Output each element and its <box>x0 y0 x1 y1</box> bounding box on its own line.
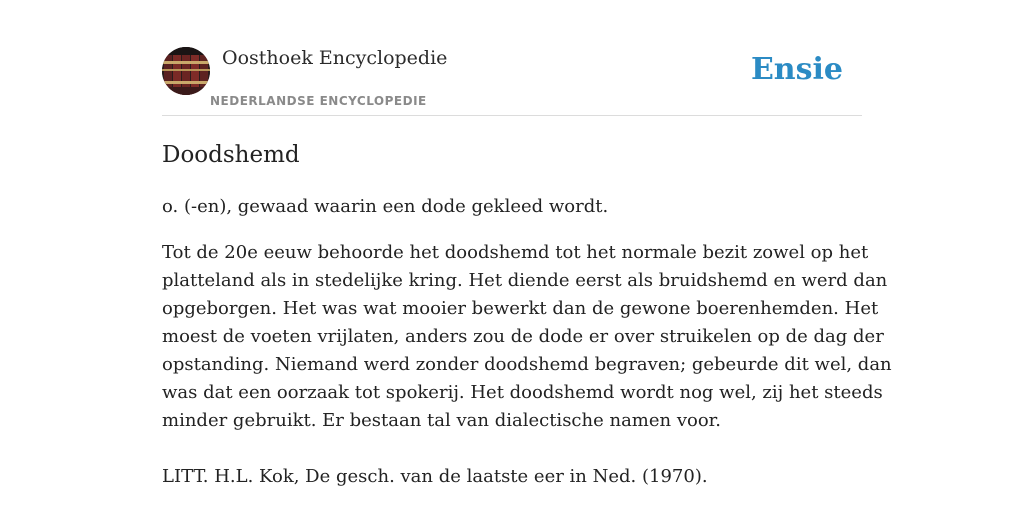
body-line: opgeborgen. Het was wat mooier bewerkt dan de gewone boerenhemden. Het <box>162 298 879 319</box>
article-title: Doodshemd <box>162 142 300 168</box>
body-line: minder gebruikt. Er bestaan tal van dialectische namen voor. <box>162 410 722 431</box>
article-body <box>162 239 892 435</box>
books-image <box>162 47 210 95</box>
site-title[interactable]: Oosthoek Encyclopedie <box>222 47 448 69</box>
body-line: moest de voeten vrijlaten, anders zou de dode er over struikelen op de dag der <box>162 326 884 347</box>
article-definition: o. (-en), gewaad waarin een dode gekleed wordt. <box>162 196 609 217</box>
body-line: platteland als in stedelijke kring. Het diende eerst als bruidshemd en werd dan <box>162 270 888 291</box>
encyclopedia-books-avatar[interactable] <box>162 47 210 95</box>
site-header <box>162 46 862 116</box>
literature-reference: LITT. H.L. Kok, De gesch. van de laatste eer in Ned. (1970). <box>162 466 708 487</box>
body-line: Tot de 20e eeuw behoorde het doodshemd tot het normale bezit zowel op het <box>162 242 869 263</box>
body-line: was dat een oorzaak tot spokerij. Het doodshemd wordt nog wel, zij het steeds <box>162 382 883 403</box>
body-line: opstanding. Niemand werd zonder doodshemd begraven; gebeurde dit wel, dan <box>162 354 892 375</box>
site-subtitle: NEDERLANDSE ENCYCLOPEDIE <box>210 94 427 108</box>
ensie-logo-link[interactable]: Ensie <box>750 52 843 87</box>
